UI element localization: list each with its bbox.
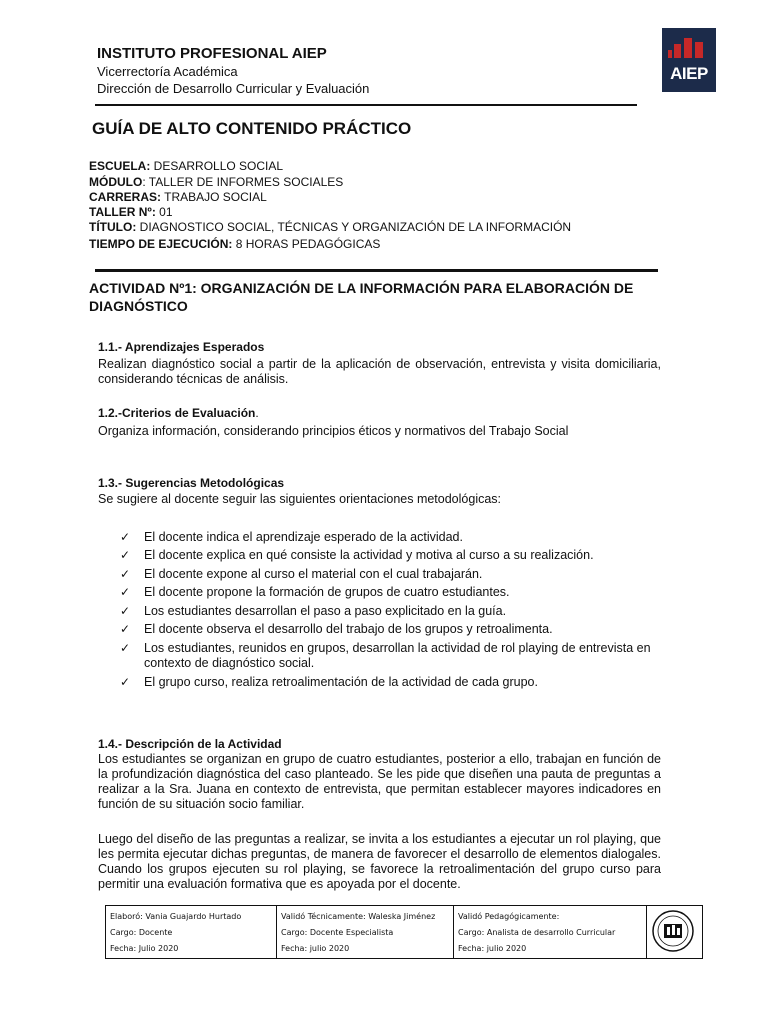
logo-text: AIEP (670, 64, 708, 83)
section-text-sugerencias: Se sugiere al docente seguir las siguientes orientaciones metodológicas: (98, 492, 502, 506)
meta-value: 8 HORAS PEDAGÓGICAS (232, 237, 381, 251)
meta-titulo (89, 220, 571, 234)
activity-title: ACTIVIDAD Nº1: ORGANIZACIÓN DE LA INFORMACIÓN PARA ELABORACIÓN DE DIAGNÓSTICO (89, 280, 634, 314)
validation-cell-tecnica (277, 906, 454, 958)
aiep-seal-icon (651, 909, 695, 953)
header-subtitle-2: Dirección de Desarrollo Curricular y Evaluación (97, 81, 370, 96)
checkmark-icon: ✓ (120, 622, 131, 637)
checkmark-icon: ✓ (120, 640, 131, 655)
institute-name: INSTITUTO PROFESIONAL AIEP (97, 45, 327, 62)
list-item (120, 604, 665, 619)
meta-value: DESARROLLO SOCIAL (150, 159, 284, 173)
methodology-list (120, 530, 665, 693)
section-title-descripcion: 1.4.- Descripción de la Actividad (98, 737, 282, 751)
aiep-logo (662, 28, 716, 92)
meta-label: TIEMPO DE EJECUCIÓN: (89, 237, 233, 251)
section-title-criterios (98, 406, 259, 420)
checkmark-icon: ✓ (120, 585, 131, 600)
list-item-text: El docente propone la formación de grupos de cuatro estudiantes. (144, 585, 510, 600)
meta-tiempo (89, 237, 380, 251)
validation-line: Fecha: Julio 2020 (110, 944, 179, 953)
validation-line: Cargo: Docente (110, 928, 173, 937)
list-item-text: El docente indica el aprendizaje esperado de la actividad. (144, 530, 463, 544)
list-item-text: Los estudiantes desarrollan el paso a paso explicitado en la guía. (144, 603, 507, 618)
list-item (120, 622, 665, 637)
validation-line: Fecha: julio 2020 (281, 944, 350, 953)
list-item (120, 585, 665, 600)
validation-cell-pedagogica (454, 906, 647, 958)
checkmark-icon: ✓ (120, 530, 131, 544)
meta-carreras (89, 190, 267, 204)
validation-line: Elaboró: Vania Guajardo Hurtado (110, 912, 242, 921)
section-title-criterios-period: . (255, 406, 259, 420)
meta-modulo (89, 175, 343, 189)
validation-line: Cargo: Analista de desarrollo Curricular (458, 928, 616, 937)
validation-table (105, 905, 703, 959)
list-item-text: El docente explica en qué consiste la actividad y motiva al curso a su realización. (144, 548, 594, 563)
section-paragraph-1: Los estudiantes se organizan en grupo de cuatro estudiantes, posterior a ello, trabajan en función de la profundización diagnóstica del caso planteado. Se les pide que diseñen una pauta de preguntas a realizar a la Sra. Juana en contexto de entrevista, que permitan establecer mayores indicadores en función de su situación socio familiar. (98, 752, 661, 811)
meta-taller (89, 205, 173, 219)
meta-label: CARRERAS: (89, 190, 161, 204)
list-item (120, 567, 665, 582)
section-title-sugerencias: 1.3.- Sugerencias Metodológicas (98, 476, 285, 490)
header-subtitle-1: Vicerrectoría Académica (97, 64, 238, 79)
logo-buildings-icon (662, 28, 716, 64)
validation-line: Cargo: Docente Especialista (281, 928, 394, 937)
guide-title: GUÍA DE ALTO CONTENIDO PRÁCTICO (92, 119, 412, 138)
section-paragraph-2: Luego del diseño de las preguntas a realizar, se invita a los estudiantes a ejecutar un rol playing, que les permita ejecutar dichas preguntas, de manera de favorecer el desarrollo de elementos dialogales. Cuando los grupos ejecuten su rol playing, se favorece la retroalimentación del grupo curso para permitir una evaluación formativa que es apoyada por el docente. (98, 832, 661, 891)
list-item (120, 530, 665, 545)
list-item (120, 548, 665, 563)
list-item (120, 675, 665, 690)
meta-label: TÍTULO: (89, 220, 137, 234)
checkmark-icon: ✓ (120, 674, 131, 689)
validation-line: Validó Pedagógicamente: (458, 912, 560, 921)
meta-value: DIAGNOSTICO SOCIAL, TÉCNICAS Y ORGANIZACIÓN DE LA INFORMACIÓN (136, 220, 572, 234)
meta-label: TALLER Nº: (89, 205, 156, 219)
meta-escuela (89, 159, 283, 173)
validation-line: Fecha: julio 2020 (458, 944, 527, 953)
section-title-criterios-text: 1.2.-Criterios de Evaluación (98, 406, 256, 420)
meta-label: MÓDULO (89, 175, 143, 189)
section-divider (95, 269, 658, 272)
meta-value: : TALLER DE INFORMES SOCIALES (142, 175, 344, 189)
meta-value: TRABAJO SOCIAL (161, 190, 267, 204)
meta-label: ESCUELA: (89, 159, 151, 173)
meta-value: 01 (155, 205, 173, 219)
checkmark-icon: ✓ (120, 566, 131, 581)
list-item-text: El docente expone al curso el material con el cual trabajarán. (144, 566, 483, 581)
list-item-text: El docente observa el desarrollo del trabajo de los grupos y retroalimenta. (144, 622, 553, 637)
checkmark-icon: ✓ (120, 548, 131, 563)
checkmark-icon: ✓ (120, 603, 131, 618)
header-divider (95, 104, 637, 106)
list-item-text: El grupo curso, realiza retroalimentación de la actividad de cada grupo. (144, 674, 538, 689)
validation-line: Validó Técnicamente: Waleska Jiménez (281, 912, 436, 921)
list-item (120, 641, 665, 672)
validation-cell-elaboro (106, 906, 277, 958)
section-text-criterios: Organiza información, considerando principios éticos y normativos del Trabajo Social (98, 424, 569, 438)
list-item-text: Los estudiantes, reunidos en grupos, desarrollan la actividad de rol playing de entrevista en contexto de diagnóstico social. (144, 640, 651, 671)
section-text-aprendizajes: Realizan diagnóstico social a partir de la aplicación de observación, entrevista y visita domiciliaria, considerando técnicas de análisis. (98, 357, 661, 386)
section-title-aprendizajes: 1.1.- Aprendizajes Esperados (98, 340, 265, 354)
